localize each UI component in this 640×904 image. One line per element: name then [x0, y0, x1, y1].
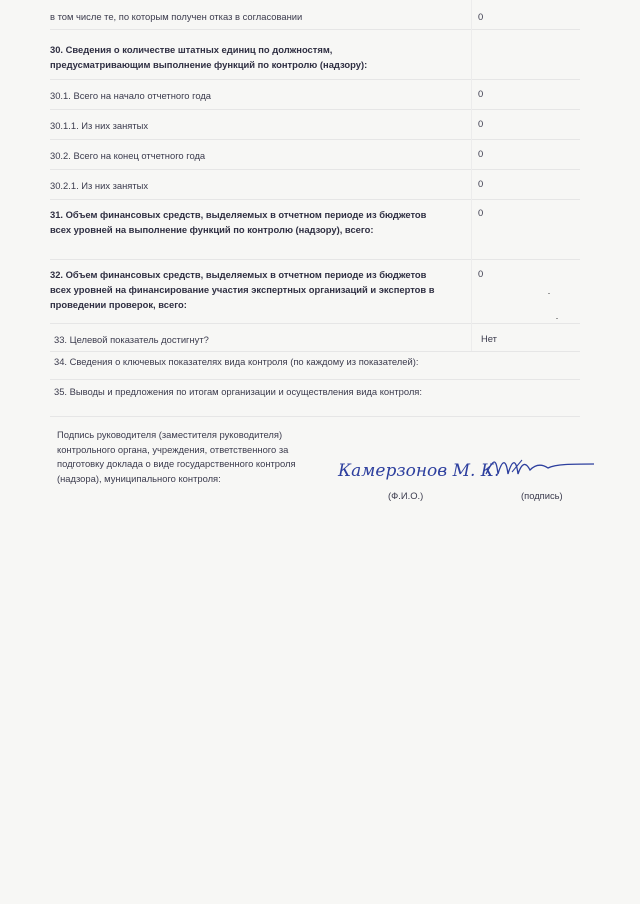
row-value: 0: [478, 88, 484, 99]
row-label: 33. Целевой показатель достигнут?: [54, 334, 209, 345]
row-label: 30. Сведения о количестве штатных единиц по должностям, предусматривающим выполнение функций по контролю (надзору):: [50, 44, 368, 70]
signature-caption: Подпись руководителя (заместителя руководителя) контрольного органа, учреждения, ответственного за подготовку доклада о виде государственного контроля (надзора), муниципального контроля:: [57, 429, 296, 484]
row-value: 0: [478, 148, 484, 159]
row-value: 0: [478, 118, 484, 129]
row-value: 0: [478, 207, 484, 218]
row-label: 31. Объем финансовых средств, выделяемых в отчетном периоде из бюджетов всех уровней на выполнение функций по контролю (надзору), всего:: [50, 209, 427, 235]
row-value: Нет: [481, 333, 497, 344]
row-label: 30.1.1. Из них занятых: [50, 120, 149, 131]
row-label: 30.1. Всего на начало отчетного года: [50, 90, 212, 101]
row-label: 30.2.1. Из них занятых: [50, 180, 149, 191]
row-label: в том числе те, по которым получен отказ в согласовании: [50, 11, 303, 22]
row-value: 0: [478, 178, 484, 189]
row-label: 35. Выводы и предложения по итогам организации и осуществления вида контроля:: [54, 386, 422, 397]
handwritten-name: Камерзонов М. К.: [338, 461, 500, 481]
fio-label: (Ф.И.О.): [388, 490, 424, 501]
row-label: 32. Объем финансовых средств, выделяемых в отчетном периоде из бюджетов всех уровней на финансирование участия экспертных организаций и экспертов в проведении проверок, всего:: [50, 269, 435, 310]
row-value: 0: [478, 11, 484, 22]
row-value: 0: [478, 268, 484, 279]
row-label: 34. Сведения о ключевых показателях вида контроля (по каждому из показателей):: [54, 356, 419, 367]
sign-label: (подпись): [521, 490, 563, 501]
handwritten-signature: [336, 452, 596, 486]
row-label: 30.2. Всего на конец отчетного года: [50, 150, 206, 161]
